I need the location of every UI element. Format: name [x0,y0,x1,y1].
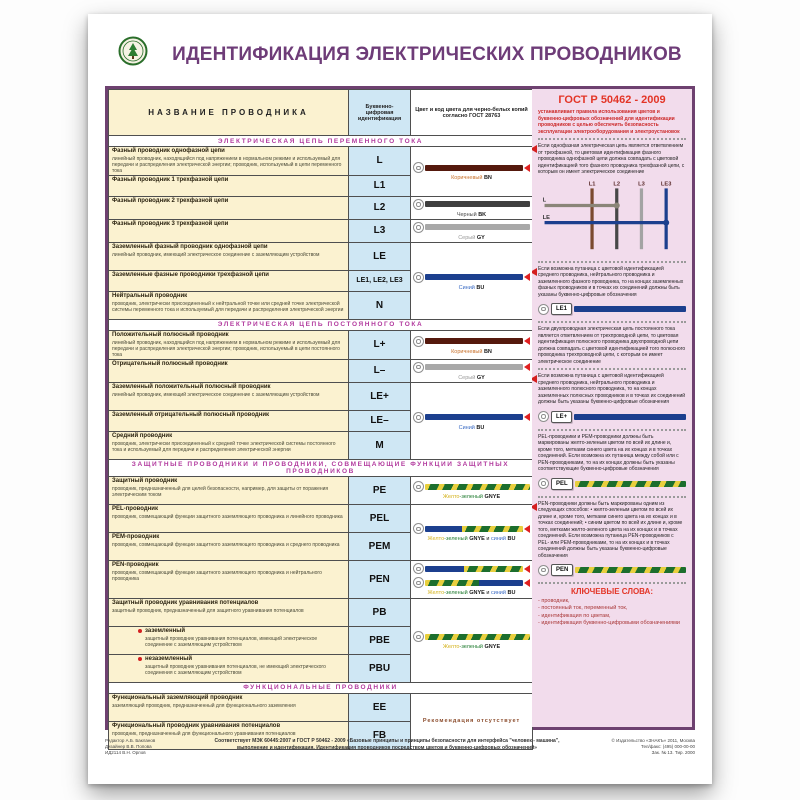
conductor-name-line [112,656,345,663]
wire-sample [413,335,530,348]
conductor-description: защитный проводник уравнивания потенциалов, не имеющий электрического соединения с заземляющим устройством [145,663,326,676]
ring-terminal-icon [538,411,549,422]
color-code-label [413,375,530,381]
color-code-label-part: Черный [456,211,479,218]
color-sample-cell [411,359,533,382]
table-row [109,359,533,382]
footer-publisher-line: Зак. № 13. Тир. 2000 [651,749,695,755]
conductor-description: проводник, совмещающий функции защитного заземляющего проводника и нейтрального проводника [112,569,322,582]
conductor-description: проводник, предназначенный для функционального уравнивания потенциалов [112,730,296,737]
color-sample-cell [411,147,533,197]
color-sample-content [413,221,530,241]
conductor-name: Функциональный проводник уравнивания потенциалов [112,722,281,729]
footer-publisher-line: Тел/факс: (495) 000-00-00 [641,743,695,749]
conductor-code: FB [349,721,411,749]
color-sample-content [413,718,530,724]
wire-bar [425,338,523,344]
color-code-label-part: BU [507,536,516,543]
poster-header [88,14,712,72]
color-code-label-part: Желто [442,644,460,651]
color-code-label-part: BK [478,211,487,218]
conductor-description: проводник, предназначенный для целей безопасности, например, для защиты от поражения электрическим током [112,485,329,498]
wire-bar [425,414,523,420]
color-sample-cell [411,560,533,598]
conductor-code: PB [349,598,411,626]
color-code-label-part: BN [483,348,492,355]
conductor-name-cell [109,196,349,219]
conductor-code: L– [349,359,411,382]
color-sample-cell [411,598,533,682]
wire-sample [413,361,530,374]
wire-sample [413,630,530,643]
color-code-label-part: Синий [458,424,477,431]
ring-terminal-icon [413,631,424,642]
color-code-label-part: Коричневый [451,175,484,182]
gost-info-panel [532,89,692,727]
column-header-color: Цвет и код цвета для черно-белых копий согласно ГОСТ 28763 [411,90,533,136]
conductor-name-cell [109,560,349,598]
wire-bar [575,481,686,487]
conductor-name: Средний проводник [112,432,173,439]
color-sample-content [413,480,530,500]
conductor-name-cell [109,359,349,382]
wire-bar [425,566,523,572]
conductor-name-cell [109,330,349,359]
conductor-code: L+ [349,330,411,359]
table-row [109,693,533,721]
column-header-name: НАЗВАНИЕ ПРОВОДНИКА [109,90,349,136]
table-row [109,196,533,219]
footer-credits [105,738,197,756]
section-title: ЭЛЕКТРИЧЕСКАЯ ЦЕПЬ ПЕРЕМЕННОГО ТОКА [109,136,533,147]
conductor-name-cell [109,147,349,176]
section-title: ЗАЩИТНЫЕ ПРОВОДНИКИ И ПРОВОДНИКИ, СОВМЕЩАЮЩИЕ ФУНКЦИИ ЗАЩИТНЫХ ПРОВОДНИКОВ [109,459,533,476]
conductor-description: проводник, совмещающий функции защитного заземляющего проводника и линейного проводника [112,513,343,520]
conductor-name-cell [109,175,349,196]
red-arrow-icon [524,273,530,281]
ring-terminal-icon [413,481,424,492]
bullet-icon [138,657,142,661]
color-sample-content [413,161,530,181]
color-code-label-part: BU [507,590,516,597]
wire-bar [574,306,686,312]
wire-segment [425,580,479,586]
conductor-name-cell [109,242,349,270]
color-sample-cell [411,382,533,459]
conductor-name: Положительный полюсный проводник [112,331,229,338]
color-sample-content [413,562,530,596]
conductor-description: линейный проводник, имеющий электрическое соединение с заземляющим устройством [112,251,320,258]
table-row [109,382,533,410]
conductor-name-line [112,628,345,635]
wire-sample [413,411,530,424]
footer-credit-line: ИД2114 В.Н. Орлов [105,749,146,755]
conductor-name-cell [109,532,349,560]
ring-terminal-icon [538,478,549,489]
conductor-code: L2 [349,196,411,219]
wire-sample [413,198,530,211]
conductor-description: линейный проводник, находящийся под напряжением в нормальном режиме и используемый для передачи и распределения электрической энергии; проводник, используемый в цепи постоянного тока [112,339,341,358]
color-sample-content [413,411,530,431]
conductor-name: Заземленные фазные проводники трехфазной цепи [112,271,269,278]
conductor-name: Функциональный заземляющий проводник [112,694,243,701]
ring-terminal-icon [413,577,424,588]
conductor-code: PBE [349,626,411,654]
table-row [109,560,533,598]
ring-terminal-icon [413,199,424,210]
color-code-label-part: BU [476,424,485,431]
dotted-separator [538,138,686,140]
bullet-icon [138,629,142,633]
wire-sample [413,576,530,589]
color-code-label [413,212,530,218]
ring-terminal-icon [538,565,549,576]
color-code-label-part: Желто [427,590,445,597]
color-code-label-part: GNYE [469,536,485,543]
color-code-label [413,235,530,241]
red-arrow-icon [524,164,530,172]
conductor-name: незаземленный [145,655,193,662]
table-row [109,476,533,504]
conductor-code: L1 [349,175,411,196]
wire-bar [425,634,530,640]
section-header-row [109,459,533,476]
conductor-name-cell [109,431,349,459]
section-header-row [109,136,533,147]
gost-title: ГОСТ Р 50462 - 2009 [558,94,666,106]
wire-bar [425,165,523,171]
poster-sheet [88,14,712,784]
publisher-logo-icon [118,36,148,66]
conductor-code: N [349,291,411,319]
conductor-name-cell [109,476,349,504]
diagram-vertical-label: L3 [638,181,645,188]
conductor-name: Отрицательный полюсный проводник [112,360,228,367]
color-code-label [413,349,530,355]
wire-bar [425,526,523,532]
diagram-horizontal-label: L [542,197,547,204]
conductor-description: заземляющий проводник, предназначенный для функционального заземления [112,702,296,709]
conductor-name: PEM-проводник [112,533,160,540]
conductor-name: Нейтральный проводник [112,292,188,299]
wire-segment [425,566,464,572]
dotted-separator [538,496,686,498]
marking-tag-label: PEL [551,478,573,490]
conductor-name: Фазный проводник 3 трехфазной цепи [112,220,229,227]
conductor-code: EE [349,693,411,721]
tagged-wire-sample [538,561,686,579]
color-code-label-part: -зеленый [459,644,485,651]
footer-publisher-line: © Издательство «ЗНАКЪ» 2011, Москва [611,738,695,743]
color-code-label-part: GNYE [484,644,501,651]
ring-terminal-icon [538,304,549,315]
conductor-name-cell [109,626,349,654]
color-sample-content [413,522,530,542]
ring-terminal-icon [413,336,424,347]
gost-rule-paragraph: Если двухпроводная электрическая цепь постоянного тока является ответвлением от трехпроводной цепи, то цветовая идентификация полюсного проводника двухпроводной цепи должна совпадать с цветовой идентификацией того полюсного проводника трехпроводной цепи, с которым он имеет электрическое соединение [538,326,686,365]
gost-rule-paragraph: Если возможна путаница с цветовой идентификацией среднего проводника, нейтрального проводника и заземленного фазного проводника, то на концах заземленных фазных проводников и в точках их соединений должны быть указаны буквенно-цифровые обозначения [538,266,686,299]
wire-sample [413,271,530,284]
conductor-code: L [349,147,411,176]
diagram-vertical-label: L2 [613,181,621,188]
conductor-name: PEL-проводник [112,505,158,512]
ring-terminal-icon [413,222,424,233]
red-arrow-icon [532,268,537,276]
color-code-label-part: Коричневый [451,348,484,355]
conductor-name-cell [109,219,349,242]
conductor-name: PEN-проводник [112,561,159,568]
wire-sample [413,562,530,575]
diagram-vertical-label: L1 [588,181,596,188]
color-code-label-part: GNYE [484,494,501,501]
conductor-code: LE+ [349,382,411,410]
ring-terminal-icon [413,523,424,534]
conductor-table-body [109,136,533,750]
wire-segment [425,414,523,420]
dotted-separator [538,582,686,584]
footer-credit-line: Дизайнер В.В. Попова [105,743,152,749]
color-sample-content [413,271,530,291]
conductor-name-cell [109,291,349,319]
wire-bar [425,274,523,280]
footer-publisher-info [577,738,695,756]
color-code-label-part: Серый [458,374,477,381]
keyword-item: - постоянный ток, переменный ток, [538,605,628,612]
keyword-item: - проводник, [538,598,570,604]
color-sample-cell [411,196,533,219]
red-arrow-icon [524,565,530,573]
color-code-label-part: Серый [458,234,477,241]
wire-bar [575,567,686,573]
red-arrow-icon [532,503,537,511]
gost-rule-paragraph: Если однофазная электрическая цепь является ответвлением от трехфазной, то цветовая идентификация фазного проводника однофазной цепи должна совпадать с цветовой идентификацией того фазного проводника трехфазной цепи, с которым он имеет электрическое соединение [538,143,686,176]
conductor-description: проводник, электрически присоединенный к нейтральной точке или средней точке электрической системы переменного тока и используемый для передачи и распределения электрической энергии [112,300,344,313]
wire-segment [462,526,523,532]
red-arrow-icon [524,363,530,371]
dotted-separator [538,321,686,323]
gost-rule-paragraph: Если возможна путаница с цветовой идентификацией среднего проводника, нейтрального проводника и заземленного полюсного проводника, то на концах заземленных полюсных проводников и в точках их соединений должны быть указаны буквенно-цифровые обозначения [538,373,686,406]
conductor-code: PE [349,476,411,504]
conductor-name: Фазный проводник однофазной цепи [112,148,225,154]
color-sample-cell [411,242,533,319]
conductor-code: M [349,431,411,459]
table-header-row [109,90,533,136]
conductor-description: линейный проводник, имеющий электрическое соединение с заземляющим устройством [112,391,320,398]
marking-tag-label: PEN [551,564,573,576]
color-code-label-part: и [484,590,491,597]
table-row [109,504,533,532]
color-sample-content [413,335,530,355]
conductor-name-cell [109,654,349,682]
conductor-name-cell [109,270,349,291]
wire-segment [425,526,462,532]
color-code-label-part: Синий [458,284,477,291]
wire-sample [413,522,530,535]
ring-terminal-icon [413,162,424,173]
color-code-label [413,175,530,181]
conductor-description: защитный проводник, предназначенный для защитного уравнивания потенциалов [112,607,304,614]
wire-bar [425,364,523,370]
conductor-name-cell [109,504,349,532]
wire-segment [479,580,523,586]
color-code-label-part: BN [483,175,492,182]
color-code-label [413,425,530,431]
wire-segment [425,364,523,370]
conductor-name: заземленный [145,627,186,634]
section-header-row [109,682,533,693]
red-arrow-icon [524,579,530,587]
color-sample-content [413,361,530,381]
conductor-table [108,89,533,750]
wire-bar [425,484,530,490]
wire-segment [425,224,530,230]
section-header-row [109,319,533,330]
ring-terminal-icon [413,563,424,574]
dotted-separator [538,368,686,370]
conductor-code: PBU [349,654,411,682]
section-title: ЭЛЕКТРИЧЕСКАЯ ЦЕПЬ ПОСТОЯННОГО ТОКА [109,319,533,330]
conductor-code: PEL [349,504,411,532]
red-arrow-icon [524,525,530,533]
color-code-label-part: синий [490,590,508,597]
wire-sample [413,480,530,493]
table-row [109,219,533,242]
ring-terminal-icon [413,412,424,423]
conductor-description: проводник, электрически присоединенный к средней точке электрической системы постоянного тока и используемый для передачи и распределения электрической энергии [112,440,336,453]
diagram-junction-dot [663,219,669,225]
conductor-description: линейный проводник, находящийся под напряжением в нормальном режиме и используемый для передачи и распределения электрической энергии; проводник, используемый в цепи переменного тока [112,155,342,174]
color-code-label-part: синий [490,536,508,543]
ring-terminal-icon [413,272,424,283]
no-recommendation-note: Рекомендация отсутствует [422,718,521,725]
color-sample-cell [411,330,533,359]
color-code-label [413,536,530,542]
color-code-label-part: GNYE [469,590,485,597]
wire-sample [413,221,530,234]
keyword-item: - идентификация буквенно-цифровыми обозначениями [538,620,681,627]
tagged-wire-sample [538,475,686,493]
diagram-junction-dot [614,202,620,208]
color-sample-cell [411,504,533,560]
keyword-item: - идентификация по цветам, [538,612,611,619]
wire-bar [425,580,523,586]
marking-tag-label: LE1 [551,303,572,315]
color-code-label [413,590,530,596]
conductor-name: Заземленный положительный полюсный проводник [112,383,271,390]
tagged-wire-sample [538,300,686,318]
color-code-label [413,285,530,291]
marking-tag-label: LE+ [551,411,572,423]
footer-credit-line: Редактор А.Б. Бакланов [105,738,156,743]
conductor-description: проводник, совмещающий функции защитного заземляющего проводника и среднего проводника [112,541,340,548]
gost-rule-paragraph: PEL-проводники и PEM-проводники должны быть маркированы желто-зеленым цветом по всей их длине и, кроме того, метками синего цвета на их концах и в точках соединений. Если возможна их путаница между собой или с PEN-проводниками, то на их концах должны быть указаны соответствующие буквенно-цифровые обозначения [538,433,679,472]
color-sample-content [413,198,530,218]
conductor-name: Заземленный фазный проводник однофазной цепи [112,243,268,250]
wire-segment [425,201,530,207]
conductor-code: PEN [349,560,411,598]
dotted-separator [538,261,686,263]
table-row [109,330,533,359]
wire-segment [425,274,523,280]
conductor-code: LE [349,242,411,270]
section-title: ФУНКЦИОНАЛЬНЫЕ ПРОВОДНИКИ [109,682,533,693]
table-row [109,598,533,626]
wire-segment [425,634,530,640]
color-code-label-part: GY [476,234,485,241]
conductor-name: Заземленный отрицательный полюсный проводник [112,411,270,418]
red-arrow-icon [524,337,530,345]
tagged-wire-sample [538,408,686,426]
red-arrow-icon [524,413,530,421]
conductor-name-cell [109,410,349,431]
wire-segment [425,165,523,171]
conductor-code: LE1, LE2, LE3 [349,270,411,291]
diagram-horizontal-label: LE [542,214,550,221]
conductor-code: LE– [349,410,411,431]
color-code-label-part: -зеленый [459,494,485,501]
ring-terminal-icon [413,362,424,373]
conductor-code: L3 [349,219,411,242]
conductor-name-cell [109,598,349,626]
branch-circuit-diagram [538,177,686,253]
poster-footer [105,738,695,756]
diagram-holder [538,177,686,258]
color-code-label [413,494,530,500]
conductor-name: Фазный проводник 2 трехфазной цепи [112,197,229,204]
conductor-name: Защитный проводник [112,477,178,484]
wire-bar [425,201,530,207]
color-code-label-part: Желто [427,536,445,543]
gost-rule-paragraph: PEN-проводники должны быть маркированы одним из следующих способов: • желто-зеленым цветом по всей их длине и, кроме того, метками синего цвета на их концах и в точках соединений; • синим цветом по всей их длине и, кроме того, метками желто-зеленого цвета на их концах и в точках соединений. Если возможна путаница PEN-проводников с PEL- или PEM-проводниками, то на их концах и в точках соединений должны быть указаны буквенно-цифровые обозначения [538,501,686,560]
table-row [109,242,533,270]
color-code-label-part: GY [476,374,485,381]
conductor-name-cell [109,382,349,410]
color-code-label-part: -зеленый [444,536,470,543]
color-code-label-part: BU [476,284,485,291]
color-code-label [413,644,530,650]
color-code-label-part: Желто [442,494,460,501]
color-sample-cell [411,219,533,242]
color-sample-content [413,630,530,650]
diagram-vertical-label: LE3 [660,181,672,188]
page-title: ИДЕНТИФИКАЦИЯ ЭЛЕКТРИЧЕСКИХ ПРОВОДНИКОВ [172,44,682,65]
keywords-title: КЛЮЧЕВЫЕ СЛОВА: [571,587,653,596]
wire-sample [413,161,530,174]
conductor-code: PEM [349,532,411,560]
footer-standard-reference: Соответствует МЭК 60445:2007 и ГОСТ Р 50462 - 2009 «Базовые принципы и принципы безопасности для интерфейса "человек - машина", выполнение и идентификация. Идентификация проводников посредством цветов и буквенно-цифровых обозначений» [214,738,560,751]
conductor-name-cell [109,693,349,721]
gost-scope-text: устанавливает правила использования цветов и буквенно-цифровых обозначений для идентификации проводников с целью обеспечить безопасность эксплуатации электрооборудования и электроустановок [538,109,680,135]
red-arrow-icon [532,145,537,153]
color-code-label-part: и [484,536,491,543]
wire-bar [574,414,686,420]
conductor-name: Фазный проводник 1 трехфазной цепи [112,176,229,183]
wire-segment [464,566,523,572]
red-arrow-icon [532,375,537,383]
wire-bar [425,224,530,230]
table-row [109,147,533,176]
dotted-separator [538,429,686,431]
wire-segment [425,338,523,344]
color-sample-cell [411,476,533,504]
conductor-name: Защитный проводник уравнивания потенциалов [112,599,259,606]
wire-segment [425,484,530,490]
column-header-code: Буквенно-цифровая идентификация [349,90,411,136]
color-code-label-part: -зеленый [444,590,470,597]
conductor-description: защитный проводник уравнивания потенциалов, имеющий электрическое соединение с заземляющим устройством [145,635,318,648]
